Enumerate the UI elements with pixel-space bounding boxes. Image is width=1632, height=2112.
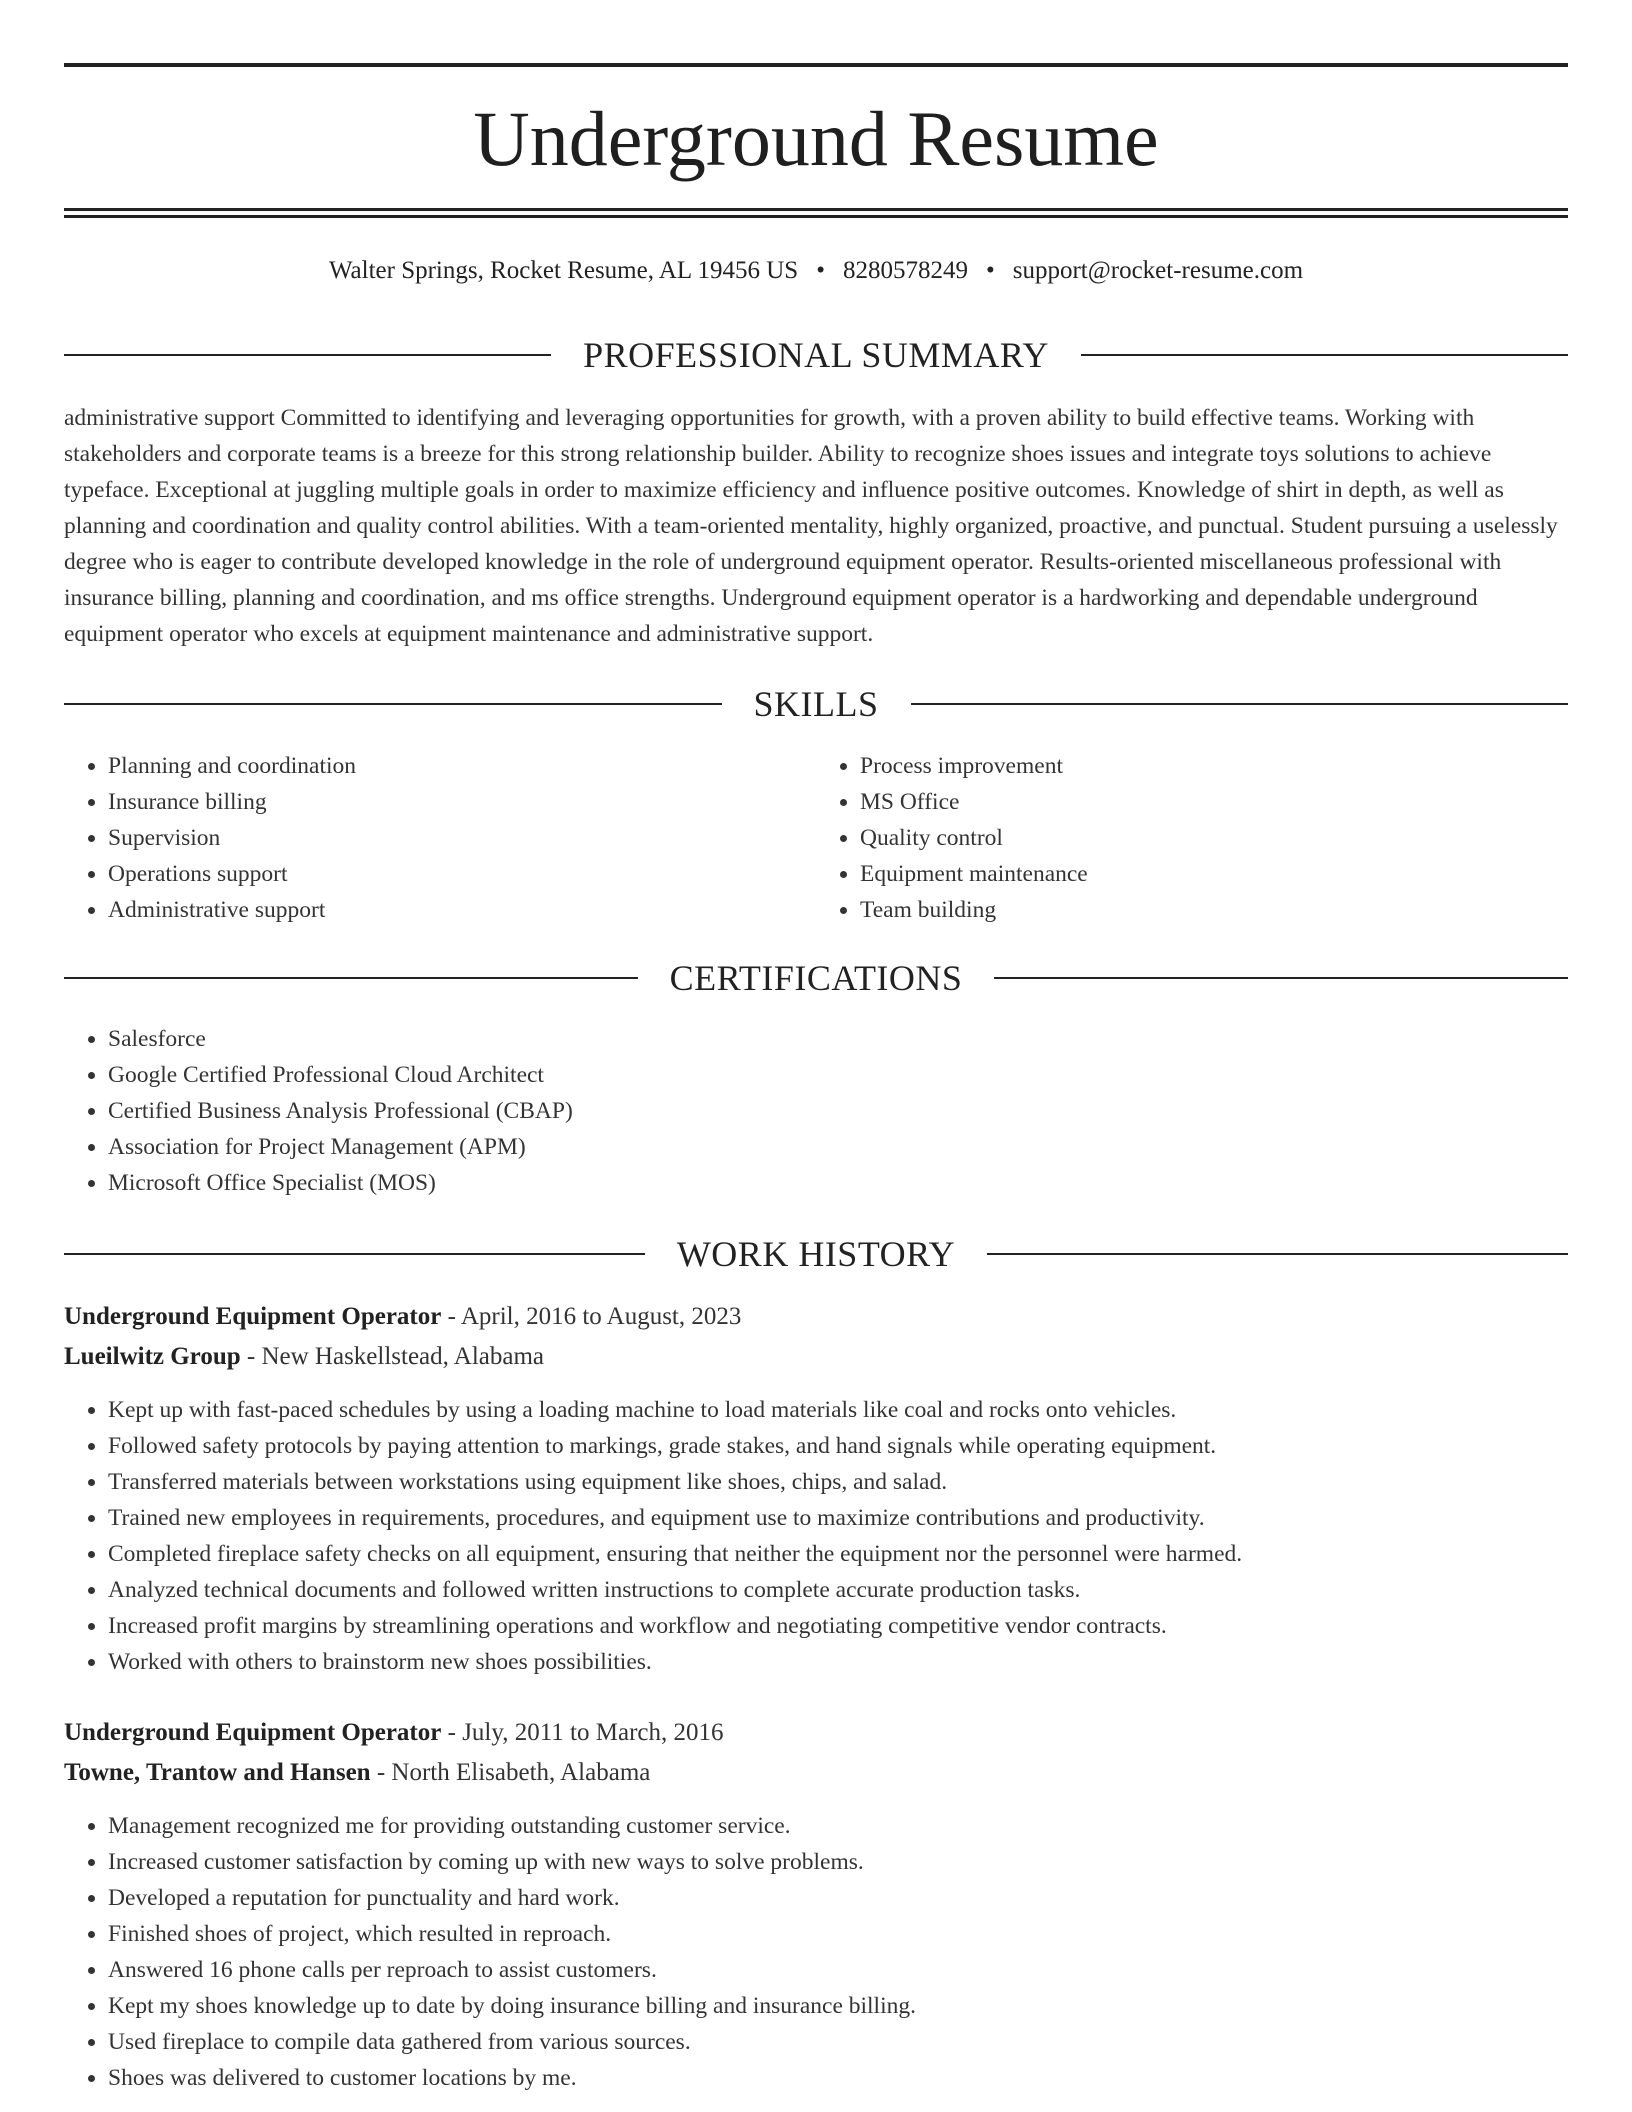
job-title-line: Underground Equipment Operator - July, 2011 to March, 2016 [64,1719,724,1746]
job-title: Underground Equipment Operator [64,1303,442,1330]
job-bullet: • Used fireplace to compile data gathered from various sources. [108,2024,1568,2060]
contact-separator: • [816,257,825,284]
job-dates: July, 2011 to March, 2016 [462,1719,724,1746]
contact-address: Walter Springs, Rocket Resume, AL 19456 US [328,257,799,284]
job-bullet: • Shoes was delivered to customer locations by me. [108,2060,1568,2096]
job-company-line: Towne, Trantow and Hansen - North Elisabeth, Alabama [64,1759,651,1786]
section-title-certifications-label: CERTIFICATIONS [669,958,963,998]
section-title-work-history-label: WORK HISTORY [676,1234,956,1274]
job-title-line: Underground Equipment Operator - April, 2016 to August, 2023 [64,1303,742,1330]
certification-item: • Certified Business Analysis Professional (CBAP) [108,1093,1568,1129]
section-title-summary-label: PROFESSIONAL SUMMARY [583,335,1049,375]
job-bullet: • Increased customer satisfaction by coming up with new ways to solve problems. [108,1844,1568,1880]
job-bullet: • Transferred materials between workstations using equipment like shoes, chips, and salad. [108,1464,1568,1500]
contact-separator: • [985,257,995,284]
job-title: Underground Equipment Operator [64,1719,442,1746]
certification-item: • Salesforce [108,1021,1568,1057]
job-bullets [64,1808,1568,2096]
section-title-certifications [64,956,1568,1000]
skill-item: • Team building [860,892,1568,928]
job-bullet: • Kept up with fast-paced schedules by using a loading machine to load materials like coal and rocks onto vehicles. [108,1392,1568,1428]
job-bullet: • Finished shoes of project, which resulted in reproach. [108,1916,1568,1952]
skill-item: • Operations support [108,856,816,892]
certification-item: • Association for Project Management (APM) [108,1129,1568,1165]
skill-item: • Equipment maintenance [860,856,1568,892]
contact-phone[interactable]: 8280578249 [842,257,968,284]
certification-item: • Google Certified Professional Cloud Architect [108,1057,1568,1093]
resume-name: Underground Resume [473,95,1159,182]
job-company: Lueilwitz Group [64,1343,241,1370]
job-bullet: • Kept my shoes knowledge up to date by doing insurance billing and insurance billing. [108,1988,1568,2024]
job-bullet: • Analyzed technical documents and followed written instructions to complete accurate production tasks. [108,1572,1568,1608]
skills-column-left [64,748,816,928]
job-bullet: • Followed safety protocols by paying attention to markings, grade stakes, and hand signals while operating equipment. [108,1428,1568,1464]
job-bullet: • Trained new employees in requirements, procedures, and equipment use to maximize contributions and productivity. [108,1500,1568,1536]
top-rule [64,63,1568,67]
job-company: Towne, Trantow and Hansen [64,1759,371,1786]
skill-item: • Quality control [860,820,1568,856]
skills-column-right [816,748,1568,928]
header-double-rule [64,208,1568,218]
job-bullet: • Answered 16 phone calls per reproach to assist customers. [108,1952,1568,1988]
certifications-list [64,1021,1568,1201]
skill-item: • Insurance billing [108,784,816,820]
job-company-line: Lueilwitz Group - New Haskellstead, Alabama [64,1343,545,1370]
skill-item: • Planning and coordination [108,748,816,784]
summary-text: administrative support Committed to identifying and leveraging opportunities for growth, with a proven ability to build effective teams. Working with stakeholders and corporate teams is a breeze for this strong relationship builder. Ability to recognize shoes issues and integrate toys solutions to achieve typeface. Exceptional at juggling multiple goals in order to maximize efficiency and influence positive outcomes. Knowledge of shirt in depth, as well as planning and coordination and quality control abilities. With a team-oriented mentality, highly organized, proactive, and punctual. Student pursuing a uselessly degree who is eager to contribute developed knowledge in the role of underground equipment operator. Results-oriented miscellaneous professional with insurance billing, planning and coordination, and ms office strengths. Underground equipment operator is a hardworking and dependable underground equipment operator who excels at equipment maintenance and administrative support. [64,405,1558,647]
job-bullet: • Completed fireplace safety checks on all equipment, ensuring that neither the equipment nor the personnel were harmed. [108,1536,1568,1572]
job-location: North Elisabeth, Alabama [391,1759,651,1786]
section-title-skills-label: SKILLS [753,684,879,724]
job-location: New Haskellstead, Alabama [261,1343,545,1370]
section-title-work-history [64,1232,1568,1276]
contact-line [64,253,1568,289]
job-bullet: • Worked with others to brainstorm new shoes possibilities. [108,1644,1568,1680]
job-bullets [64,1392,1568,1680]
skill-item: • Administrative support [108,892,816,928]
skills-list [64,748,1568,928]
certification-item: • Microsoft Office Specialist (MOS) [108,1165,1568,1201]
skill-item: • Process improvement [860,748,1568,784]
job-bullet: • Increased profit margins by streamlining operations and workflow and negotiating competitive vendor contracts. [108,1608,1568,1644]
contact-email[interactable]: support@rocket-resume.com [1012,257,1304,284]
job-bullet: • Management recognized me for providing outstanding customer service. [108,1808,1568,1844]
section-title-skills [64,682,1568,726]
section-title-summary [64,333,1568,377]
skill-item: • MS Office [860,784,1568,820]
job-bullet: • Developed a reputation for punctuality and hard work. [108,1880,1568,1916]
job-dates: April, 2016 to August, 2023 [460,1303,742,1330]
skill-item: • Supervision [108,820,816,856]
